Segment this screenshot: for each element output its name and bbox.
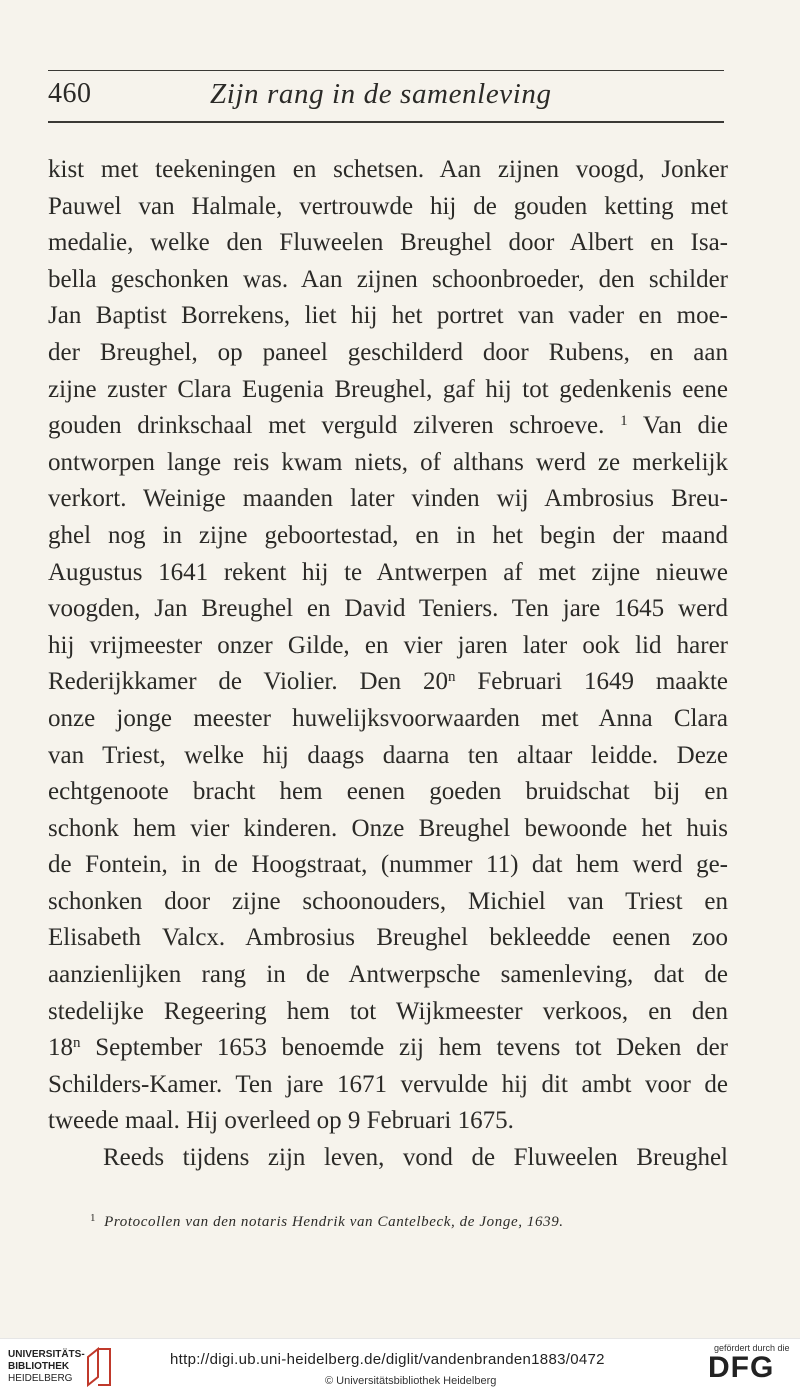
text-line: Augustus 1641 rekent hij te Antwerpen af met zijne nieuwe [48,558,728,586]
text-line: schonken door zijne schoonouders, Michiel van Triest en [48,887,728,915]
text-line: aanzienlijken rang in de Antwerpsche samenleving, dat de [48,961,728,989]
text-line: Reeds tijdens zijn leven, vond de Fluweelen Breughel [103,1144,728,1172]
running-head: Zijn rang in de samenleving [210,78,552,110]
text-line: bella geschonken was. Aan zijnen schoonbroeder, den schilder [48,265,728,293]
footnote-marker: 1 [90,1212,97,1224]
library-emblem-icon [84,1345,114,1389]
text-line: stedelijke Regeering hem tot Wijkmeester verkoos, en den [48,997,728,1025]
text-segment: Van die [642,412,729,440]
library-name-line: UNIVERSITÄTS- [8,1349,85,1360]
text-line: de Fontein, in de Hoogstraat, (nummer 11) dat hem werd ge- [48,851,728,879]
ordinal-superscript: n [73,1035,81,1052]
text-line [48,1030,728,1067]
footnote-text: Protocollen van den notaris Hendrik van Cantelbeck, de Jonge, 1639. [104,1214,564,1230]
source-url-link[interactable]: http://digi.ub.uni-heidelberg.de/diglit/vandenbranden1883/0472 [170,1351,605,1368]
text-line: onze jonge meester huwelijksvoorwaarden met Anna Clara [48,704,728,732]
text-segment: Februari 1649 maakte [477,668,729,696]
library-logo[interactable] [8,1349,85,1385]
text-line: kist met teekeningen en schetsen. Aan zijnen voogd, Jonker [48,156,728,183]
text-line: Jan Baptist Borrekens, liet hij het portret van vader en moe- [48,302,728,330]
copyright-notice: © Universitätsbibliothek Heidelberg [325,1375,497,1387]
text-line [48,408,728,445]
text-line: ghel nog in zijne geboortestad, en in het begin der maand [48,521,728,549]
library-name-line: BIBLIOTHEK [8,1361,70,1372]
library-name-line: HEIDELBERG [8,1373,73,1384]
text-line: voogden, Jan Breughel en David Teniers. Ten jare 1645 werd [48,595,728,623]
text-line [48,664,728,701]
text-line: tweede maal. Hij overleed op 9 Februari 1675. [48,1107,514,1135]
text-segment: Rederijkkamer de Violier. Den 20 [48,668,449,696]
text-line: schonk hem vier kinderen. Onze Breughel bewoonde het huis [48,814,728,842]
body-text [48,152,738,1177]
header-rule-bottom [48,121,724,123]
text-line: der Breughel, op paneel geschilderd door Rubens, en aan [48,338,728,366]
text-line: echtgenoote bracht hem eenen goeden bruidschat bij en [48,778,728,806]
footer-bar [0,1338,800,1394]
text-line: hij vrijmeester onzer Gilde, en vier jaren later ook lid harer [48,631,728,659]
text-line: Elisabeth Valcx. Ambrosius Breughel bekleedde eenen zoo [48,924,728,952]
ordinal-superscript: n [448,669,456,686]
text-line: verkort. Weinige maanden later vinden wij Ambrosius Breu- [48,485,728,513]
text-segment: September 1653 benoemde zij hem tevens tot Deken der [95,1034,728,1062]
text-segment: gouden drinkschaal met verguld zilveren schroeve. [48,412,605,440]
footnote [90,1212,564,1231]
text-line: zijne zuster Clara Eugenia Breughel, gaf hij tot gedenkenis eene [48,375,728,403]
footnote-reference: 1 [620,413,628,430]
text-line: van Triest, welke hij daags daarna ten altaar leidde. Deze [48,741,728,769]
text-line: Pauwel van Halmale, vertrouwde hij de gouden ketting met [48,192,728,220]
text-segment: 18 [48,1034,73,1062]
page-number: 460 [48,78,92,109]
text-line: ontworpen lange reis kwam niets, of althans werd ze merkelijk [48,448,728,476]
text-line: Schilders-Kamer. Ten jare 1671 vervulde hij dit ambt voor de [48,1070,728,1098]
dfg-logo[interactable]: DFG [708,1351,775,1384]
header-rule-top [48,70,724,71]
funding-note: gefördert durch die [714,1343,790,1353]
text-line: medalie, welke den Fluweelen Breughel door Albert en Isa- [48,229,728,257]
